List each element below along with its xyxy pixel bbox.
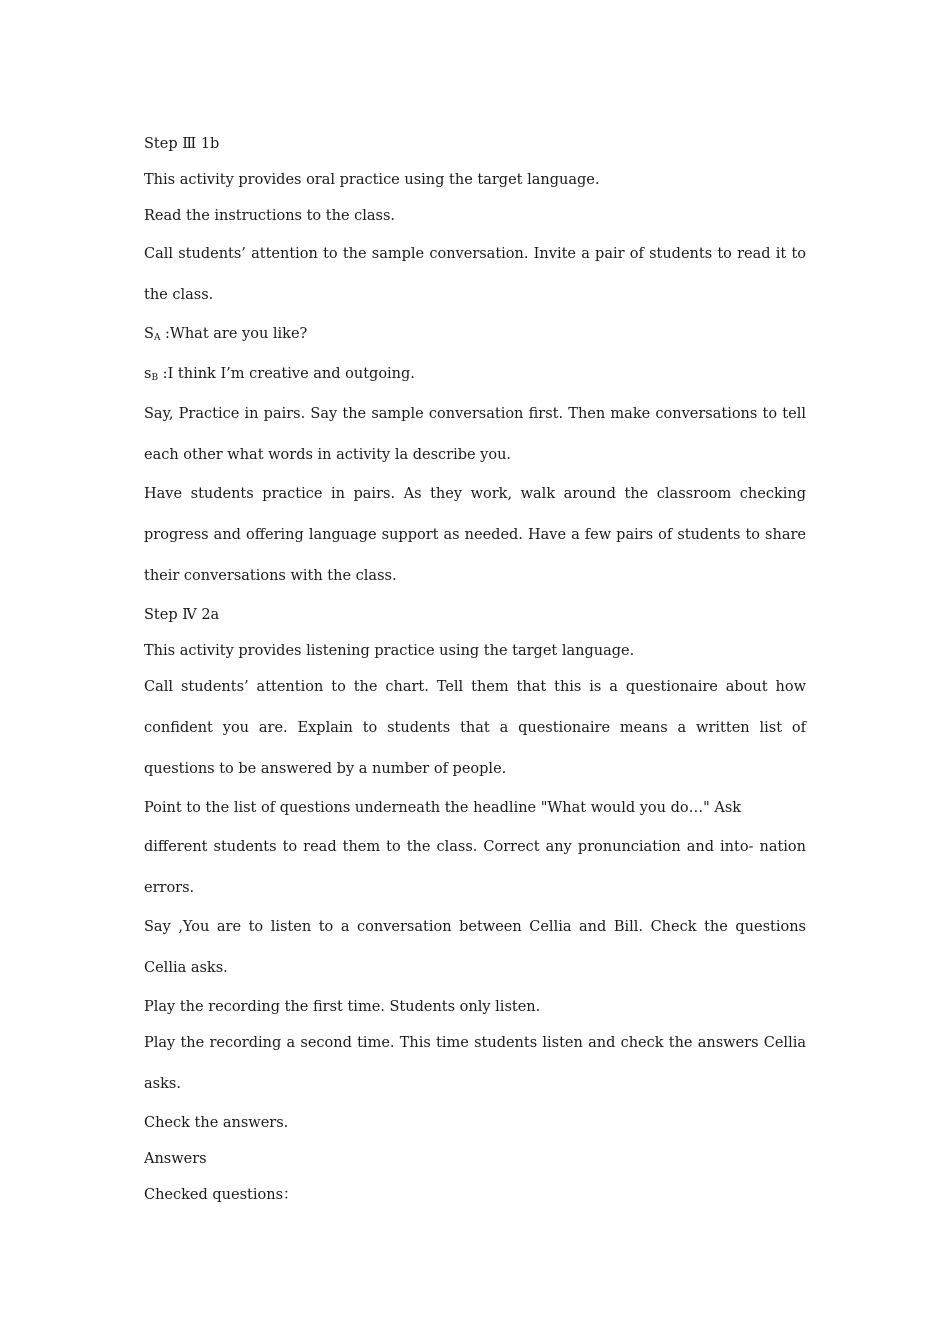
step-heading-1b: Step Ⅲ 1b: [144, 136, 220, 152]
paragraph-point-to-list: Point to the list of questions underneath the headline "What would you do…" Ask: [144, 800, 742, 816]
paragraph-checked-questions: Checked questions：: [144, 1187, 298, 1203]
paragraph-answers: Answers: [144, 1151, 207, 1167]
dialogue-line-a: [144, 316, 806, 356]
paragraph-different-students: different students to read them to the class. Correct any pronunciation and into- nation errors.: [144, 839, 806, 896]
speaker-a-subscript: A: [153, 333, 161, 343]
paragraph-listen-conversation: Say ,You are to listen to a conversation between Cellia and Bill. Check the questions Cellia asks.: [144, 919, 806, 976]
paragraph-play-first: Play the recording the first time. Students only listen.: [144, 999, 541, 1015]
dialogue-b-text: :I think I’m creative and outgoing.: [158, 366, 415, 382]
speaker-a: S: [144, 326, 154, 342]
speaker-b: s: [144, 366, 152, 382]
paragraph-listening-practice: This activity provides listening practice using the target language.: [144, 643, 635, 659]
paragraph-sample-conversation: Call students’ attention to the sample conversation. Invite a pair of students to read it to the class.: [144, 246, 806, 303]
step-heading-2a: Step Ⅳ 2a: [144, 607, 220, 623]
speaker-b-subscript: B: [151, 373, 159, 383]
paragraph-have-students-practice: Have students practice in pairs. As they work, walk around the classroom checking progress and offering language support as needed. Have a few pairs of students to share their conversations with the class.: [144, 486, 806, 584]
paragraph-read-instructions: Read the instructions to the class.: [144, 208, 396, 224]
paragraph-check-answers: Check the answers.: [144, 1115, 289, 1131]
document-body: [144, 126, 806, 1213]
paragraph-oral-practice: This activity provides oral practice using the target language.: [144, 172, 600, 188]
paragraph-play-second: Play the recording a second time. This time students listen and check the answers Cellia asks.: [144, 1035, 806, 1092]
paragraph-questionaire: Call students’ attention to the chart. Tell them that this is a questionaire about how confident you are. Explain to students that a questionaire means a written list of questions to be answered by a number of people.: [144, 679, 806, 777]
dialogue-line-b: [144, 356, 806, 396]
dialogue-a-text: :What are you like?: [160, 326, 308, 342]
paragraph-practice-in-pairs: Say, Practice in pairs. Say the sample conversation first. Then make conversations to tell each other what words in activity la describe you.: [144, 406, 806, 463]
